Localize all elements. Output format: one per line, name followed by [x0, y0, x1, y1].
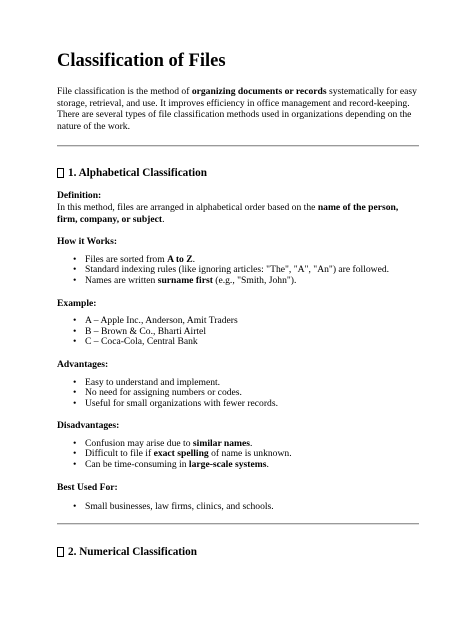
section-divider [57, 523, 419, 525]
list-item-text: Files are sorted from [85, 253, 168, 265]
section-heading-text: 2. Numerical Classification [68, 545, 197, 558]
list-item-text: Standard indexing rules (like ignoring articles: "The", "A", "An") are followed. [85, 264, 390, 276]
section-heading-text: 1. Alphabetical Classification [68, 167, 207, 180]
list-item-bold-text: similar names [192, 437, 251, 449]
list-item-text-end: . [192, 253, 196, 265]
section-heading-alphabetical [57, 166, 419, 180]
list-item: • Easy to understand and implement. [85, 378, 419, 389]
intro-paragraph [57, 86, 419, 132]
intro-bold-text: organizing documents or records [191, 86, 327, 97]
list-item: • Small businesses, law firms, clinics, and schools. [85, 502, 419, 513]
list-item-bold-text: exact spelling [153, 448, 209, 460]
best-used-for-label: Best Used For: [57, 481, 118, 493]
list-item-text: Can be time-consuming in [85, 459, 189, 471]
intro-text: File classification is the method of [57, 86, 192, 97]
advantages-list [57, 378, 419, 410]
definition-label: Definition: [57, 190, 102, 202]
missing-glyph-icon [57, 168, 64, 178]
intro-text-end: systematically for easy storage, retrieval, and use. It improves efficiency in office management and record-keeping. There are several types of file classification methods used in organizations depending on the nature of the work. [57, 86, 417, 132]
list-item-bold-text: A to Z [167, 253, 193, 265]
definition-bold-text: name of the person, firm, company, or subject [57, 201, 399, 225]
list-item: • A – Apple Inc., Anderson, Amit Traders [85, 316, 419, 327]
how-it-works-label: How it Works: [57, 236, 118, 248]
section-divider [57, 145, 419, 147]
list-item-text-end: (e.g., "Smith, John"). [212, 274, 297, 286]
list-item: • No need for assigning numbers or codes. [85, 388, 419, 399]
section-heading-numerical [57, 545, 419, 559]
list-item: • B – Brown & Co., Bharti Airtel [85, 327, 419, 338]
document-content [57, 50, 419, 559]
example-label: Example: [57, 297, 97, 309]
disadvantages-list [57, 439, 419, 471]
list-item [85, 276, 419, 287]
list-item-text: Confusion may arise due to [85, 437, 193, 449]
list-item [85, 460, 419, 471]
definition-text-start: In this method, files are arranged in alphabetical order based on the [57, 201, 318, 213]
definition-text [57, 202, 419, 225]
advantages-label: Advantages: [57, 358, 109, 370]
list-item-text: Names are written [85, 274, 158, 286]
list-item-text-end: of name is unknown. [208, 448, 292, 460]
how-it-works-list [57, 255, 419, 287]
list-item: • C – Coca-Cola, Central Bank [85, 337, 419, 348]
missing-glyph-icon [57, 547, 64, 557]
list-item-text-end: . [250, 437, 253, 449]
list-item-bold-text: surname first [157, 274, 213, 286]
example-list [57, 316, 419, 348]
list-item-text: Difficult to file if [85, 448, 154, 460]
page-title: Classification of Files [57, 51, 226, 71]
disadvantages-label: Disadvantages: [57, 420, 120, 432]
list-item-bold-text: large-scale systems [188, 459, 267, 471]
definition-text-end: . [162, 213, 165, 225]
list-item: • Useful for small organizations with fewer records. [85, 399, 419, 410]
best-used-for-list [57, 502, 419, 513]
list-item-text-end: . [266, 459, 269, 471]
